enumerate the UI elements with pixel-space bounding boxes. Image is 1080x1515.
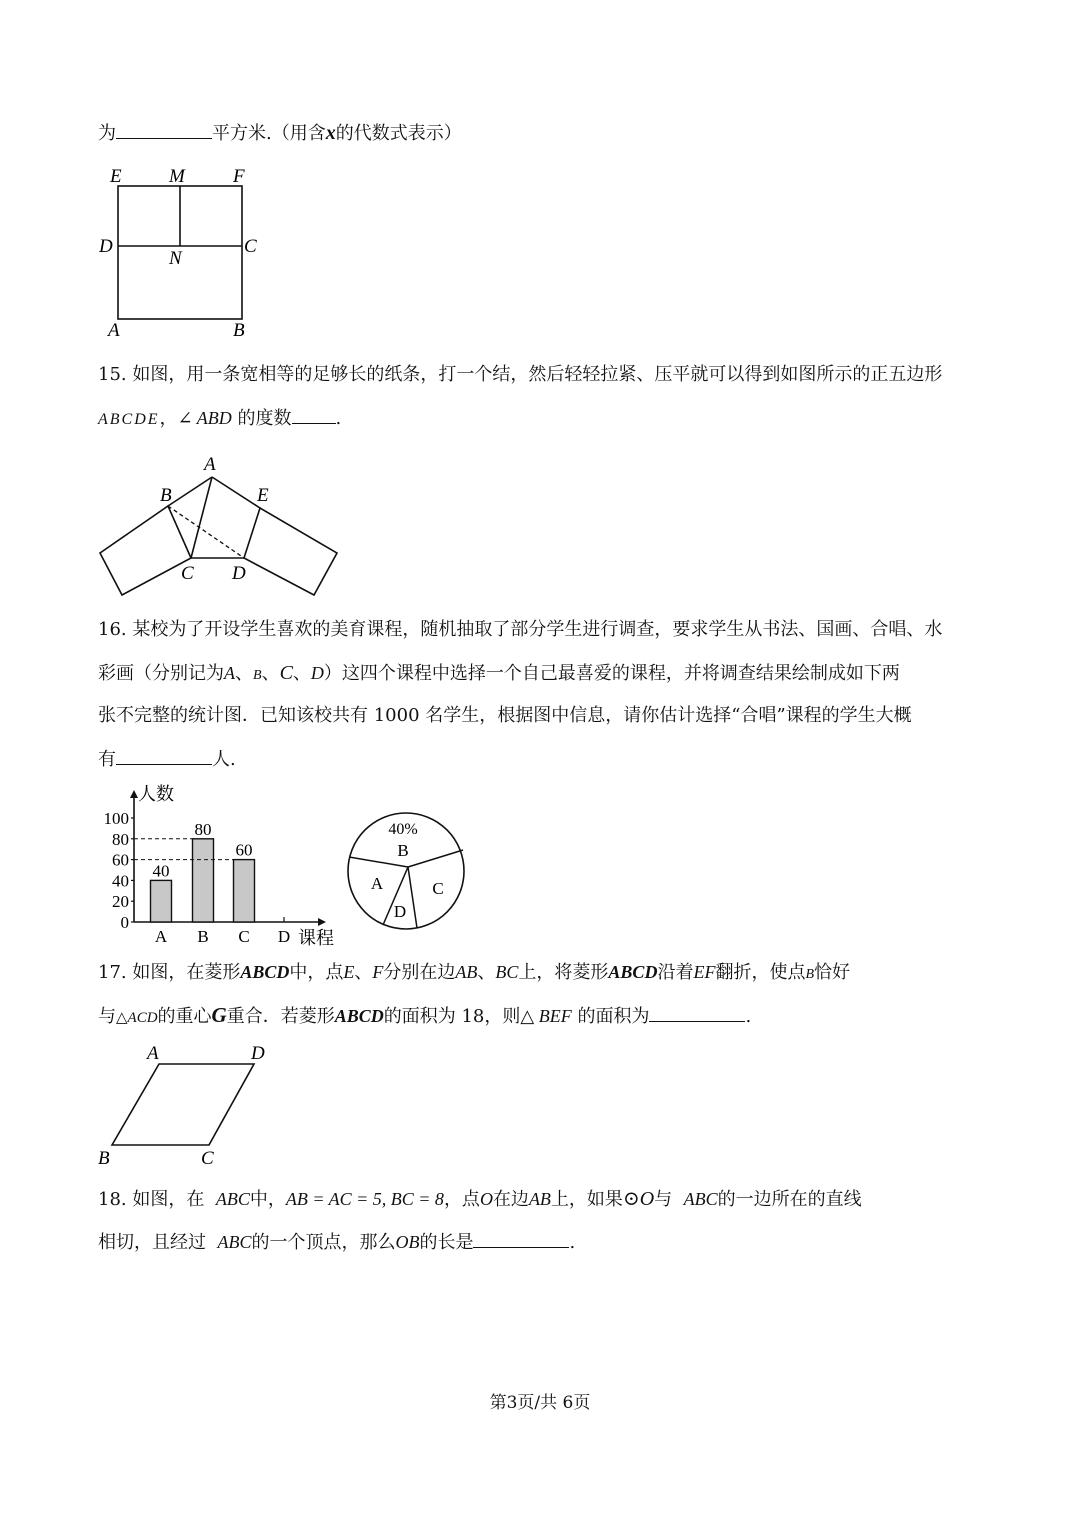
label-C: C — [244, 236, 257, 257]
q16-line1 — [98, 617, 942, 643]
math: F — [372, 962, 384, 982]
y-tick-label: 60 — [112, 850, 129, 870]
bar-value-label: 40 — [152, 861, 170, 881]
math: ABC — [217, 1232, 252, 1252]
text: 分别在边 — [383, 962, 456, 983]
bar-value-label: 80 — [194, 819, 212, 839]
pie-slice-boundary — [408, 867, 417, 928]
label-E: E — [110, 166, 122, 187]
answer-blank — [116, 746, 212, 765]
label-D: D — [99, 236, 113, 257]
label-N: N — [169, 248, 182, 269]
text: 的一边所在的直线 — [717, 1189, 862, 1210]
text: 如图，用一条宽相等的足够长的纸条，打一个结，然后轻轻拉紧、压平就可以得到如图所示的正五边形 — [132, 364, 943, 385]
q15-line2 — [98, 405, 341, 433]
text: 的面积为 — [571, 1006, 650, 1027]
math: B — [253, 668, 262, 683]
y-axis-arrow — [130, 790, 138, 798]
math: ABC — [683, 1189, 718, 1209]
pie-slice-label: D — [393, 902, 407, 921]
q15-line1 — [98, 362, 942, 388]
text: 、 — [292, 663, 311, 684]
q18-line1 — [98, 1186, 862, 1213]
math: A — [224, 663, 235, 683]
y-tick-label: 80 — [112, 829, 129, 849]
answer-blank — [649, 1003, 745, 1022]
question-number: 16. — [98, 619, 127, 640]
text: 、 — [477, 962, 496, 983]
q16-line3 — [98, 703, 912, 729]
math: C — [279, 662, 293, 684]
pie-value-label: 40% — [388, 821, 418, 838]
q17-line1 — [98, 959, 850, 988]
label-B: B — [98, 1148, 110, 1169]
q14-line1 — [98, 120, 462, 147]
question-number: 17. — [98, 962, 127, 983]
text: 、 — [235, 663, 253, 684]
text: 中，点 — [289, 962, 344, 983]
math: B — [805, 967, 815, 982]
q17-rhombus-figure — [94, 1040, 284, 1170]
pie-slice-label: A — [370, 874, 384, 893]
q16-pie-chart — [345, 810, 467, 932]
text: ， — [159, 408, 178, 429]
text: 恰好 — [814, 962, 851, 983]
label-B: B — [233, 320, 245, 341]
x-tick-label: B — [197, 927, 209, 946]
y-tick-label: 40 — [112, 871, 129, 891]
x-tick-label: C — [238, 927, 250, 946]
q16-line4 — [98, 746, 236, 773]
question-number: 15. — [98, 364, 127, 385]
text: 有 — [98, 749, 116, 770]
text: . — [569, 1232, 576, 1253]
math: ABCDE — [98, 411, 160, 428]
pie-slice-label: B — [397, 841, 409, 860]
math: ABCD — [608, 962, 658, 982]
text: 彩画（分别记为 — [98, 663, 224, 684]
math: BC — [495, 962, 519, 982]
math: △ACD — [116, 1010, 158, 1026]
label-C: C — [181, 563, 194, 584]
bar — [151, 880, 172, 922]
q14-rectangle-figure — [96, 160, 266, 342]
label-C: C — [201, 1148, 214, 1169]
math: D — [310, 663, 324, 683]
q16-bar-chart — [96, 782, 346, 950]
bar-value-label: 60 — [235, 840, 253, 860]
text: 、 — [354, 962, 373, 983]
math: ⊙O — [622, 1188, 655, 1210]
y-tick-label: 100 — [103, 809, 129, 828]
pie-slice-label: C — [432, 879, 444, 898]
page-footer: 第3页/共 6页 — [489, 1393, 591, 1413]
text: 中， — [249, 1189, 286, 1210]
text: 如图，在菱形 — [132, 962, 241, 983]
text: 如图，在 — [132, 1189, 205, 1210]
math: ABC — [215, 1189, 250, 1209]
y-tick-label: 20 — [112, 892, 129, 912]
math: ABCD — [334, 1006, 384, 1026]
text: 的重心 — [157, 1006, 212, 1027]
text: 、 — [261, 663, 280, 684]
label-F: F — [233, 166, 245, 187]
label-A: A — [108, 320, 120, 341]
text: 平方米.（用含 — [212, 123, 326, 144]
text: 人. — [212, 749, 236, 770]
variable-x: x — [325, 122, 336, 144]
math: OB — [395, 1232, 420, 1252]
math: EF — [693, 962, 716, 982]
math: ∠ ABD — [177, 408, 232, 428]
text: 某校为了开设学生喜欢的美育课程，随机抽取了部分学生进行调查，要求学生从书法、国画、合唱、水 — [132, 619, 943, 640]
x-axis-arrow — [318, 918, 326, 926]
text: 沿着 — [657, 962, 694, 983]
math: O — [479, 1189, 493, 1209]
bar — [234, 860, 255, 922]
q18-line2 — [98, 1229, 575, 1256]
label-M: M — [169, 166, 185, 187]
text: 与 — [654, 1189, 673, 1210]
text: 的面积为 18，则 — [383, 1006, 521, 1027]
label-D: D — [232, 563, 246, 584]
text: 翻折，使点 — [715, 962, 806, 983]
math: AB — [528, 1189, 551, 1209]
label-D: D — [251, 1043, 265, 1064]
text: 的一个顶点，那么 — [251, 1232, 396, 1253]
math: AB = AC = 5, BC = 8 — [285, 1189, 444, 1209]
x-tick-label: A — [154, 927, 168, 946]
y-axis-label: 人数 — [138, 784, 174, 804]
q15-pentagon-knot-figure — [94, 450, 344, 600]
pie-slice-boundary — [408, 850, 463, 867]
math: G — [211, 1003, 227, 1027]
text: 的代数式表示） — [335, 123, 462, 144]
label-E: E — [257, 485, 269, 506]
x-tick-label: D — [277, 927, 291, 946]
text: . — [335, 408, 342, 429]
label-B: B — [160, 485, 172, 506]
text: 的度数 — [231, 408, 292, 429]
math: AB — [455, 962, 478, 982]
text: 重合．若菱形 — [226, 1006, 335, 1027]
text: 在边 — [492, 1189, 529, 1210]
text: 上，将菱形 — [518, 962, 609, 983]
text: 与 — [98, 1006, 116, 1027]
q17-line2 — [98, 1002, 751, 1031]
question-number: 18. — [98, 1189, 127, 1210]
text: 为 — [98, 123, 116, 144]
text: 的长是 — [419, 1232, 474, 1253]
text: 相切，且经过 — [98, 1232, 206, 1253]
bar — [193, 839, 214, 922]
label-A: A — [147, 1043, 159, 1064]
answer-blank — [116, 120, 212, 139]
label-A: A — [204, 454, 216, 475]
text: ）这四个课程中选择一个自己最喜爱的课程，并将调查结果绘制成如下两 — [323, 663, 900, 684]
text: 张不完整的统计图．已知该校共有 1000 名学生，根据图中信息，请你估计选择“合唱”课程的学生大概 — [98, 705, 912, 726]
math: E — [343, 962, 355, 982]
math: ABCD — [240, 962, 290, 982]
x-axis-label: 课程 — [298, 928, 334, 948]
math: △ BEF — [520, 1006, 572, 1026]
answer-blank — [473, 1229, 569, 1248]
text: 上，如果 — [550, 1189, 623, 1210]
text: . — [745, 1006, 752, 1027]
text: ，点 — [443, 1189, 480, 1210]
answer-blank — [292, 405, 336, 424]
q16-line2 — [98, 660, 900, 689]
y-tick-label: 0 — [120, 913, 129, 932]
